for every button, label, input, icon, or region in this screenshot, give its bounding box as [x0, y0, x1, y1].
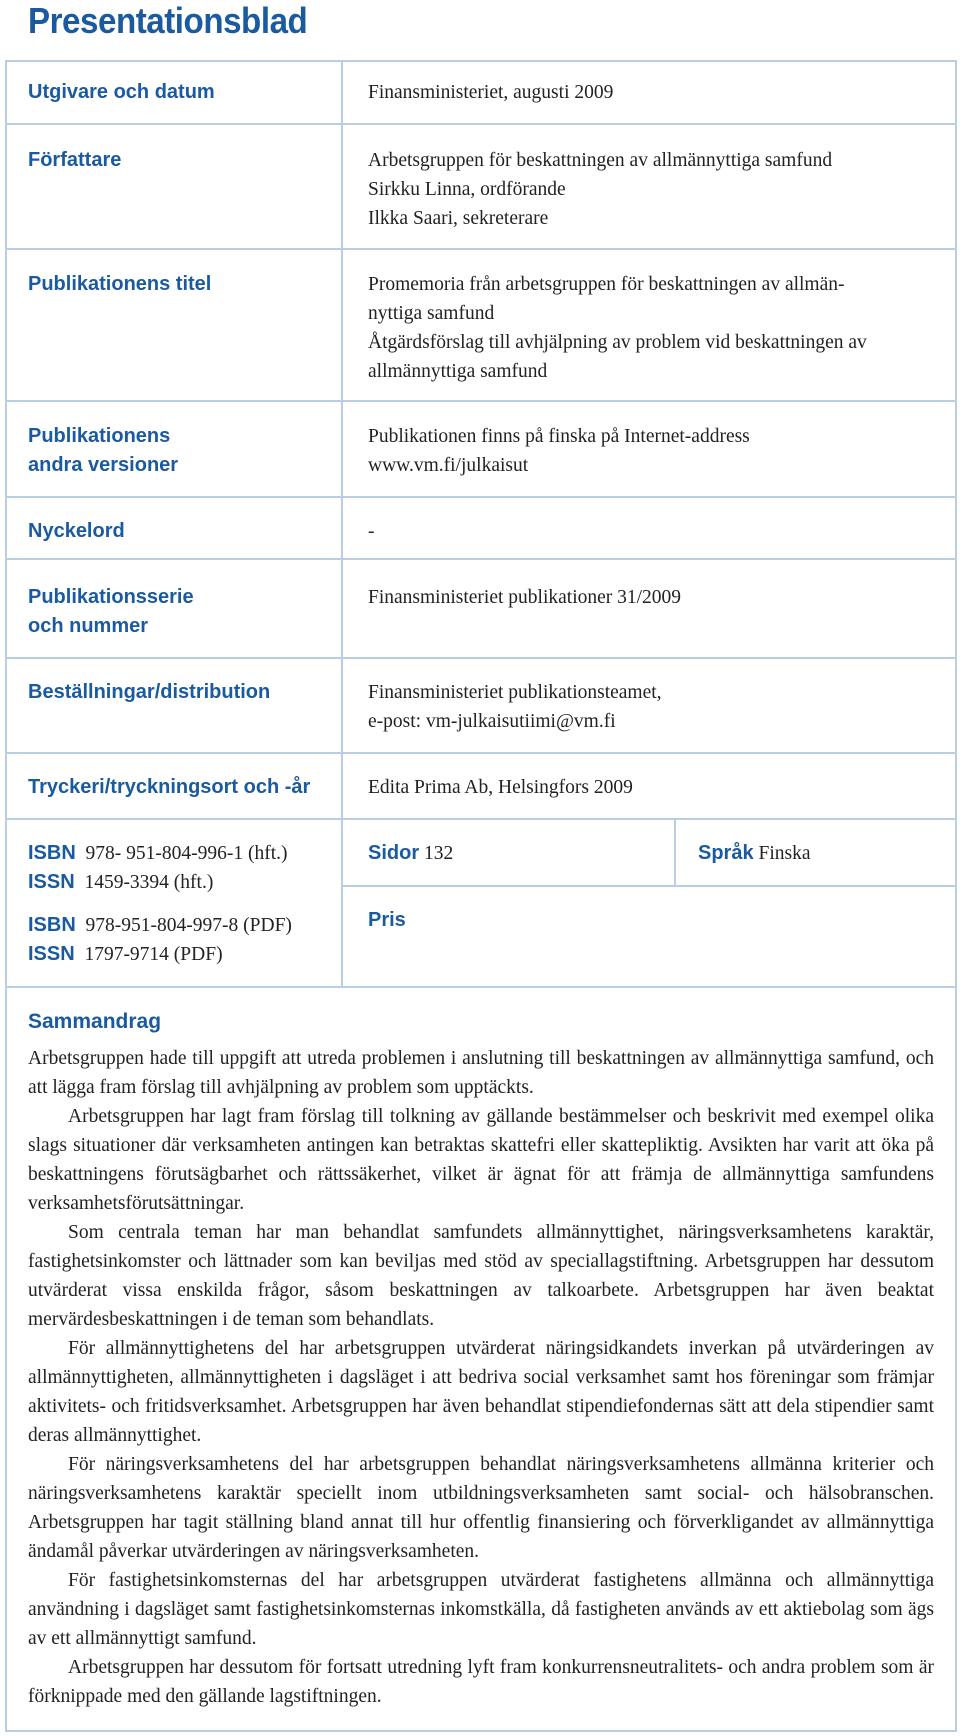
distribution-label: Beställningar/distribution	[28, 681, 271, 703]
row-divider	[5, 657, 957, 659]
summary-paragraph: Som centrala teman har man behandlat samfundets allmännyttighet, näringsverksamhetens karaktär, fastighetsinkomster och lättnader som kan beviljas med stöd av speciallagstiftning. Arbetsgruppen har dessutom utvärderat vissa enskilda frågor, såsom beskattningen av talkoarbete. Arbetsgruppen har även beaktat mervärdesbeskattningen i de teman som behandlats.	[28, 1222, 934, 1330]
language-field: Språk Finska	[698, 842, 811, 864]
summary-paragraph: För fastighetsinkomsternas del har arbetsgruppen utvärderat fastighetens allmänna och allmännyttiga användning i dagsläget samt fastighetsinkomsternas inkomstkälla, då fastigheten används av ett aktiebolag som ägs av ett allmännyttigt samfund.	[28, 1570, 934, 1649]
row-divider	[5, 496, 957, 498]
row-divider	[5, 752, 957, 754]
summary-paragraph: Arbetsgruppen har lagt fram förslag till tolkning av gällande bestämmelser och beskrivit med exempel olika slags situationer där verksamheten antingen kan betraktas skattefri eller skattepliktig. Avsikten har varit att öka på beskattningens förutsägbarhet och rättssäkerhet, vilket är ägnat för att främja de allmännyttiga samfundens verksamhetsförutsättningar.	[28, 1106, 934, 1214]
row-divider	[5, 558, 957, 560]
summary-title: Sammandrag	[28, 1010, 162, 1033]
author-value: Arbetsgruppen för beskattningen av allmännyttiga samfund Sirkku Linna, ordförande Ilkka Saari, sekreterare	[368, 150, 833, 229]
summary-body	[28, 1044, 934, 1711]
printer-value: Edita Prima Ab, Helsingfors 2009	[368, 777, 633, 798]
title-label: Publikationens titel	[28, 273, 212, 295]
row-divider	[5, 400, 957, 402]
summary-paragraph: Arbetsgruppen hade till uppgift att utreda problemen i anslutning till beskattningen av allmännyttiga samfund, och att lägga fram förslag till avhjälpning av problem som upptäckts.	[28, 1048, 934, 1098]
summary-paragraph: För näringsverksamhetens del har arbetsgruppen behandlat näringsverksamhetens allmänna kriterier och näringsverksamhetens karaktär speciellt inom utbildningsverksamheten samt social- och hälsobranschen. Arbetsgruppen har tagit ställning bland annat till hur offentlig finansiering och förverkligandet av allmännyttiga ändamål påverkar utvärderingen av näringsverksamheten.	[28, 1454, 934, 1562]
other-versions-value: Publikationen finns på finska på Internet-address www.vm.fi/julkaisut	[368, 426, 750, 476]
title-value: Promemoria från arbetsgruppen för beskattningen av allmän- nyttiga samfund Åtgärdsförslag till avhjälpning av problem vid beskattningen av allmännyttiga samfund	[368, 274, 867, 382]
row-divider	[5, 986, 957, 988]
series-label: Publikationsserie och nummer	[28, 586, 194, 637]
row-divider	[5, 123, 957, 125]
column-divider	[674, 818, 676, 886]
row-divider	[5, 818, 957, 820]
isbn-issn-print: ISBN 978- 951-804-996-1 (hft.) ISSN 1459-3394 (hft.)	[28, 842, 288, 893]
other-versions-label: Publikationens andra versioner	[28, 425, 179, 476]
row-divider	[342, 885, 957, 887]
page-title: Presentationsblad	[28, 0, 308, 41]
keywords-label: Nyckelord	[28, 520, 125, 542]
price-label: Pris	[368, 909, 406, 931]
publisher-label: Utgivare och datum	[28, 81, 215, 103]
series-value: Finansministeriet publikationer 31/2009	[368, 587, 682, 608]
summary-paragraph: Arbetsgruppen har dessutom för fortsatt utredning lyft fram konkurrensneutralitets- och andra problem som är förknippade med den gällande lagstiftningen.	[28, 1657, 934, 1707]
publisher-value: Finansministeriet, augusti 2009	[368, 82, 614, 103]
keywords-value: -	[368, 521, 375, 542]
isbn-issn-pdf: ISBN 978-951-804-997-8 (PDF) ISSN 1797-9714 (PDF)	[28, 914, 292, 965]
pages-field: Sidor 132	[368, 842, 454, 864]
distribution-value: Finansministeriet publikationsteamet, e-post: vm-julkaisutiimi@vm.fi	[368, 682, 662, 732]
column-divider	[341, 60, 343, 986]
printer-label: Tryckeri/tryckningsort och -år	[28, 776, 311, 798]
summary-paragraph: För allmännyttighetens del har arbetsgruppen utvärderat näringsidkandets inverkan på utvärderingen av allmännyttigheten, allmännyttigheten i dagsläget i att bedriva social verksamhet samt hos föreningar som främjar aktivitets- och fritidsverksamhet. Arbetsgruppen har även behandlat stipendiefondernas sätt att dela stipendier samt deras allmännyttighet.	[28, 1338, 934, 1446]
row-divider	[5, 248, 957, 250]
author-label: Författare	[28, 149, 122, 171]
